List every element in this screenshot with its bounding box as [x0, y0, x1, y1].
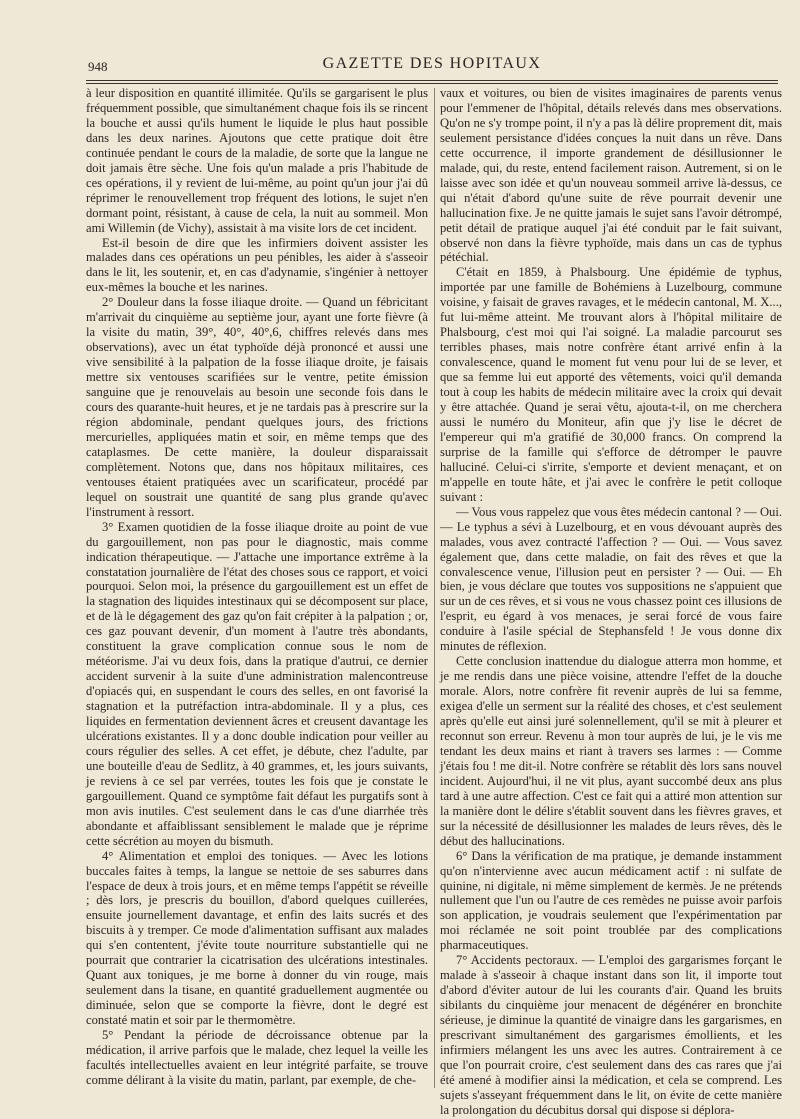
paragraph: 6° Dans la vérification de ma pratique, je demande instamment qu'on n'intervienne avec aucun médicament actif : ni sulfate de quinine, ni digitale, ni même simplement de kermès. Je ne prétends nullement que l'un ou l'autre de ces remèdes ne puisse avoir parfois son application, je voudrais seulement que l'expérimentation par moi réclamée ne soit point troublée par des complications pharmaceutiques. [440, 848, 782, 953]
paragraph: 4° Alimentation et emploi des toniques. — Avec les lotions buccales faites à temps, la langue se nettoie de ses saburres dans l'espace de deux à trois jours, et en même temps l'appétit se réveille ; dès lors, je prescris du bouillon, d'abord quelques cuillerées, ensuite journellement davantage, et enfin des laits sucrés et des biscuits à y tremper. Ce mode d'alimentation suffisant aux malades qui s'en contentent, j'évite toute nourriture substantielle qui ne pourrait que contrarier la cicatrisation des ulcérations intestinales. Quant aux toniques, je me borne à donner du vin rouge, mais seulement dans la tisane, en quantité graduellement augmentée ou diminuée, selon que se comporte la fièvre, dont le degré est constaté matin et soir par le thermomètre. [86, 848, 428, 1028]
left-column [86, 86, 428, 1096]
paragraph: 5° Pendant la période de décroissance obtenue par la médication, il arrive parfois que le malade, chez lequel la veille les facultés intellectuelles avaient en leur intégrité parfaite, se trouve comme délirant à la visite du matin, parlant, par exemple, de che- [86, 1028, 428, 1087]
paragraph: C'était en 1859, à Phalsbourg. Une épidémie de typhus, importée par une famille de Bohémiens à Luzelbourg, commune voisine, y faisait de graves ravages, et le médecin cantonal, M. X..., fut lui-même atteint. Me trouvant alors à l'hôpital militaire de Phalsbourg, c'est moi qui l'ai soigné. La maladie parcourut ses terribles phases, mais notre confrère étant arrivé enfin à la convalescence, quand le moment fut venu pour lui de se lever, et que sa femme lui eut apporté des vêtements, voici qu'il demanda tout à coup les habits de médecin militaire avec la croix qui devait y être attachée. Quand je serai vêtu, ajouta-t-il, on me cherchera aussi le numéro du Moniteur, afin que j'y lise le décret de l'empereur qui m'a gratifié de 30,000 francs. On comprend la surprise de la famille qui s'efforce de détromper le pauvre halluciné. Celui-ci s'irrite, s'emporte et devient menaçant, et on m'appelle en toute hâte, et j'ai avec le confrère le petit colloque suivant : [440, 265, 782, 504]
paragraph: 3° Examen quotidien de la fosse iliaque droite au point de vue du gargouillement, non pas pour le diagnostic, mais comme indication thérapeutique. — J'attache une importance extrême à la constatation journalière de l'état des choses sous ce rapport, et voici pourquoi. Selon moi, la présence du gargouillement est un effet de la stagnation des liquides intestinaux qui se décomposent sur place, et de là le dégagement des gaz qu'on fait crépiter à la palpation ; or, ces gaz pouvant devenir, d'un moment à l'autre très abondants, constituent la grave complication connue sous le nom de météorisme. J'ai vu deux fois, dans la pratique d'autrui, ce dernier accident survenir à la suite d'une administration malencontreuse d'opiacés qui, en suspendant le cours des selles, en ont favorisé la stagnation et la putréfaction intra-abdominale. Il y a plus, ces liquides en fermentation deviennent âcres et creusent davantage les ulcérations existantes. Il y a donc double indication pour veiller au cours régulier des selles. A cet effet, je débute, chez l'adulte, par une bouteille d'eau de Sedlitz, à 40 grammes, et, les jours suivants, je reviens à ce sel par verrées, toutes les fois que je constate le gargouillement. Quand ce symptôme fait défaut les purgatifs sont à mon avis inutiles. C'est seulement dans le cas d'une diarrhée très abondante et affaiblissant sensiblement le malade que je réprime cette sécrétion au moyen du bismuth. [86, 519, 428, 848]
paragraph: — Vous vous rappelez que vous êtes médecin cantonal ? — Oui. — Le typhus a sévi à Luzelbourg, et en vous dévouant auprès des malades, vous avez contracté l'affection ? — Oui. — Vous savez également que, dans cette maladie, on fait des rêves et que la convalescence venue, l'illusion peut en persister ? — Oui. — Eh bien, je vous déclare que toutes vos suppositions ne s'appuient que sur un de ces rêves, et si vous ne vous chassez point ces illusions de l'esprit, eu égard à vos menaces, je serai forcé de vous faire conduire à l'asile spécial de Stephansfeld ! Je vous donne dix minutes de réflexion. [440, 504, 782, 654]
right-column [440, 86, 782, 1117]
column-divider [434, 88, 435, 1088]
page-header [86, 50, 778, 81]
paragraph: Cette conclusion inattendue du dialogue atterra mon homme, et je me rendis dans une pièce voisine, attendre l'effet de la douche morale. Alors, notre confrère fit revenir auprès de lui sa femme, exigea d'elle un serment sur la réalité des choses, et c'est seulement après qu'elle eut ainsi juré solennellement, qu'il se mit à pleurer et reconnut son erreur. Revenu à mon tour auprès de lui, je le vis me tendant les deux mains et riant à travers ses larmes : — Comme j'étais fou ! me dit-il. Notre confrère se rétablit dès lors sans nouvel incident. Aujourd'hui, il ne vit plus, ayant succombé deux ans plus tard à une autre affection. C'est ce fait qui a attiré mon attention sur la manière dont le délire s'établit souvent dans les fièvres graves, et sur la nécessité de désillusionner les malades de leurs rêves, dès le début des hallucinations. [440, 654, 782, 848]
journal-title: GAZETTE DES HOPITAUX [322, 55, 542, 72]
page-number: 948 [88, 59, 108, 74]
paragraph: Est-il besoin de dire que les infirmiers doivent assister les malades dans ces opérations un peu pénibles, les aider à s'asseoir dans le lit, les soutenir, et, en cas d'adynamie, s'ingénier à nettoyer eux-mêmes la bouche et les narines. [86, 235, 428, 295]
paragraph: vaux et voitures, ou bien de visites imaginaires de parents venus pour l'emmener de l'hôpital, détails relevés dans mes observations. Qu'on ne s'y trompe point, il n'y a pas là délire proprement dit, mais seulement persistance d'idées conçues la nuit dans un rêve. Dans cette occurrence, il importe grandement de désillusionner le malade, qui, du reste, entend facilement raison. Autrement, si on le laisse avec son idée et qu'un nouveau sommeil arrive là-dessus, ce qui n'était d'abord qu'une suite de rêve pourrait devenir une hallucination fixe. Je ne quitte jamais le sujet sans l'avoir détrompé, petit détail de pratique auquel j'ai été conduit par le fait suivant, observé non dans la fièvre typhoïde, mais dans un cas de typhus pétéchial. [440, 86, 782, 265]
paragraph: 7° Accidents pectoraux. — L'emploi des gargarismes forçant le malade à s'asseoir à chaque instant dans son lit, il importe tout d'abord d'éviter autour de lui les courants d'air. Quand les bruits sibilants du cinquième jour menacent de dégénérer en bronchite sérieuse, je diminue la quantité de vinaigre dans les gargarismes, en prescrivant simultanément des gargarismes émollients, et les infirmiers mélangent les uns avec les autres. Contrairement à ce que l'on pourrait croire, c'est seulement dans des cas rares que j'ai été amené à modifier ainsi la médication, et cela se comprend. Les sujets s'asseyant fréquemment dans le lit, on évite de cette manière la prolongation du décubitus dorsal qui dispose si déplora- [440, 953, 782, 1117]
paragraph: 2° Douleur dans la fosse iliaque droite. — Quand un fébricitant m'arrivait du cinquième au septième jour, ayant une forte fièvre (à la visite du matin, 39°, 40°, 40°,6, chiffres relevés dans mes observations), avec un état typhoïde déjà prononcé et aussi une vive sensibilité à la palpation de la fosse iliaque droite, je faisais mettre six ventouses scarifiées sur le ventre, petite émission sanguine que je renouvelais au besoin une seconde fois dans le cours des quarante-huit heures, et je ne tardais pas à prescrire sur la région abdominale, pendant quelques jours, des frictions mercurielles, appliquées matin et soir, en même temps que des cataplasmes. De cette manière, la douleur disparaissait complètement. Notons que, dans nos hôpitaux militaires, ces ventouses étaient pratiquées avec un scarificateur, procédé par lequel on soustrait une quantité de sang plus grande qu'avec l'instrument à ressort. [86, 295, 428, 519]
paragraph: à leur disposition en quantité illimitée. Qu'ils se gargarisent le plus fréquemment possible, que simultanément chaque fois ils se rincent la bouche et aussi qu'ils hument le liquide le plus haut possible dans les deux narines. Ajoutons que cette pratique doit être continuée pendant le cours de la maladie, de sorte que la langue ne doit jamais être sèche. Une fois qu'un malade a pris l'habitude de ces opérations, il y revient de lui-même, au point qu'un jour j'ai dû réprimer le renouvellement trop fréquent des lotions, le sujet n'en dormant point, résistant, à cause de cela, la nuit au sommeil. Mon ami Willemin (de Vichy), assistait à ma visite lors de cet incident. [86, 86, 428, 235]
